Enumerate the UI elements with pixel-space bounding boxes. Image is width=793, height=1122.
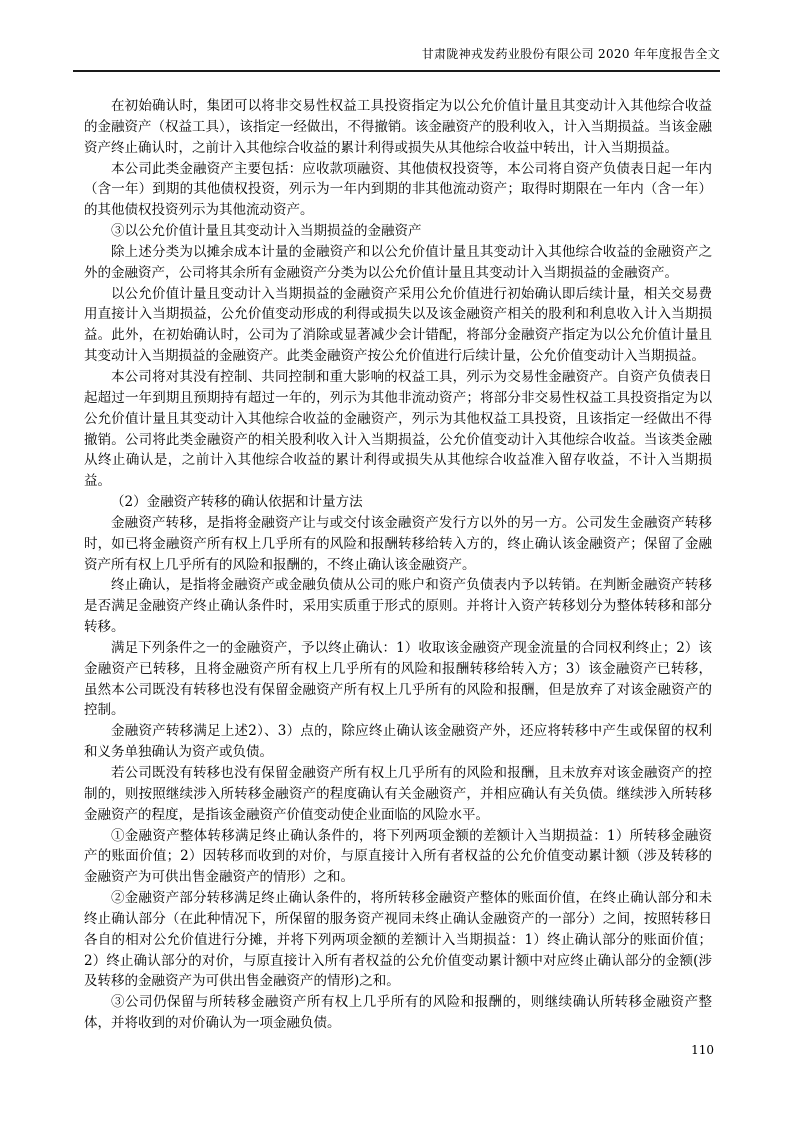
- paragraph: 金融资产转移，是指将金融资产让与或交付该金融资产发行方以外的另一方。公司发生金融资产转移时，如已将金融资产所有权上几乎所有的风险和报酬转移给转入方的，终止确认该金融资产；保留了金融资产所有权上几乎所有的风险和报酬的，不终止确认该金融资产。: [84, 514, 712, 573]
- paragraph: ①金融资产整体转移满足终止确认条件的，将下列两项金额的差额计入当期损益：1）所转移金融资产的账面价值；2）因转移而收到的对价，与原直接计入所有者权益的公允价值变动累计额（涉及转移的金融资产为可供出售金融资产的情形）之和。: [84, 827, 712, 886]
- header-title: 甘肃陇神戎发药业股份有限公司 2020 年年度报告全文: [421, 47, 720, 61]
- paragraph: ②金融资产部分转移满足终止确认条件的，将所转移金融资产整体的账面价值，在终止确认部分和未终止确认部分（在此种情况下，所保留的服务资产视同未终止确认金融资产的一部分）之间，按照转移日各自的相对公允价值进行分摊，并将下列两项金额的差额计入当期损益：1）终止确认部分的账面价值；2）终止确认部分的对价，与原直接计入所有者权益的公允价值变动累计额中对应终止确认部分的金额(涉及转移的金融资产为可供出售金融资产的情形)之和。: [84, 890, 712, 990]
- paragraph: 以公允价值计量且变动计入当期损益的金融资产采用公允价值进行初始确认即后续计量，相关交易费用直接计入当期损益，公允价值变动形成的利得或损失以及该金融资产相关的股利和利息收入计入当期损益。此外，在初始确认时，公司为了消除或显著减少会计错配，将部分金融资产指定为以公允价值计量且其变动计入当期损益的金融资产。此类金融资产按公允价值进行后续计量，公允价值变动计入当期损益。: [84, 285, 712, 365]
- paragraph: 若公司既没有转移也没有保留金融资产所有权上几乎所有的风险和报酬，且未放弃对该金融资产的控制的，则按照继续涉入所转移金融资产的程度确认有关金融资产，并相应确认有关负债。继续涉入所转移金融资产的程度，是指该金融资产价值变动使企业面临的风险水平。: [84, 765, 712, 823]
- paragraph: ③公司仍保留与所转移金融资产所有权上几乎所有的风险和报酬的，则继续确认所转移金融资产整体，并将收到的对价确认为一项金融负债。: [84, 994, 712, 1032]
- section-heading: ③以公允价值计量且其变动计入当期损益的金融资产: [111, 223, 422, 240]
- paragraph: 在初始确认时，集团可以将非交易性权益工具投资指定为以公允价值计量且其变动计入其他综合收益的金融资产（权益工具），该指定一经做出，不得撤销。该金融资产的股利收入，计入当期损益。当该金融资产终止确认时，之前计入其他综合收益的累计利得或损失从其他综合收益中转出，计入当期损益。: [84, 98, 712, 156]
- paragraph: 本公司此类金融资产主要包括：应收款项融资、其他债权投资等，本公司将自资产负债表日起一年内（含一年）到期的其他债权投资，列示为一年内到期的非其他流动资产；取得时期限在一年内（含一年）的其他债权投资列示为其他流动资产。: [84, 160, 712, 219]
- paragraph: 除上述分类为以摊余成本计量的金融资产和以公允价值计量且其变动计入其他综合收益的金融资产之外的金融资产，公司将其余所有金融资产分类为以公允价值计量且其变动计入当期损益的金融资产。: [84, 243, 712, 281]
- section-heading: （2）金融资产转移的确认依据和计量方法: [111, 494, 363, 511]
- paragraph: 金融资产转移满足上述2）、3）点的，除应终止确认该金融资产外，还应将转移中产生或保留的权利和义务单独确认为资产或负债。: [84, 723, 712, 761]
- page-footer: [84, 1042, 714, 1058]
- paragraph: 终止确认，是指将金融资产或金融负债从公司的账户和资产负债表内予以转销。在判断金融资产转移是否满足金融资产终止确认条件时，采用实质重于形式的原则。并将计入资产转移划分为整体转移和部分转移。: [84, 577, 712, 636]
- paragraph: 满足下列条件之一的金融资产，予以终止确认：1）收取该金融资产现金流量的合同权利终止；2）该金融资产已转移，且将金融资产所有权上几乎所有的风险和报酬转移给转入方；3）该金融资产已转移，虽然本公司既没有转移也没有保留金融资产所有权上几乎所有的风险和报酬，但是放弃了对该金融资产的控制。: [84, 639, 712, 719]
- page-number: 110: [691, 1043, 714, 1057]
- document-body: [84, 96, 712, 1034]
- page-header: [73, 46, 720, 72]
- paragraph: 本公司将对其没有控制、共同控制和重大影响的权益工具，列示为交易性金融资产。自资产负债表日起超过一年到期且预期持有超过一年的，列示为其他非流动资产；将部分非交易性权益工具投资指定为以公允价值计量且其变动计入其他综合收益的金融资产，列示为其他权益工具投资，且该指定一经做出不得撤销。公司将此类金融资产的相关股利收入计入当期损益，公允价值变动计入其他综合收益。当该类金融从终止确认是，之前计入其他综合收益的累计利得或损失从其他综合收益准入留存收益，不计入当期损益。: [84, 368, 712, 490]
